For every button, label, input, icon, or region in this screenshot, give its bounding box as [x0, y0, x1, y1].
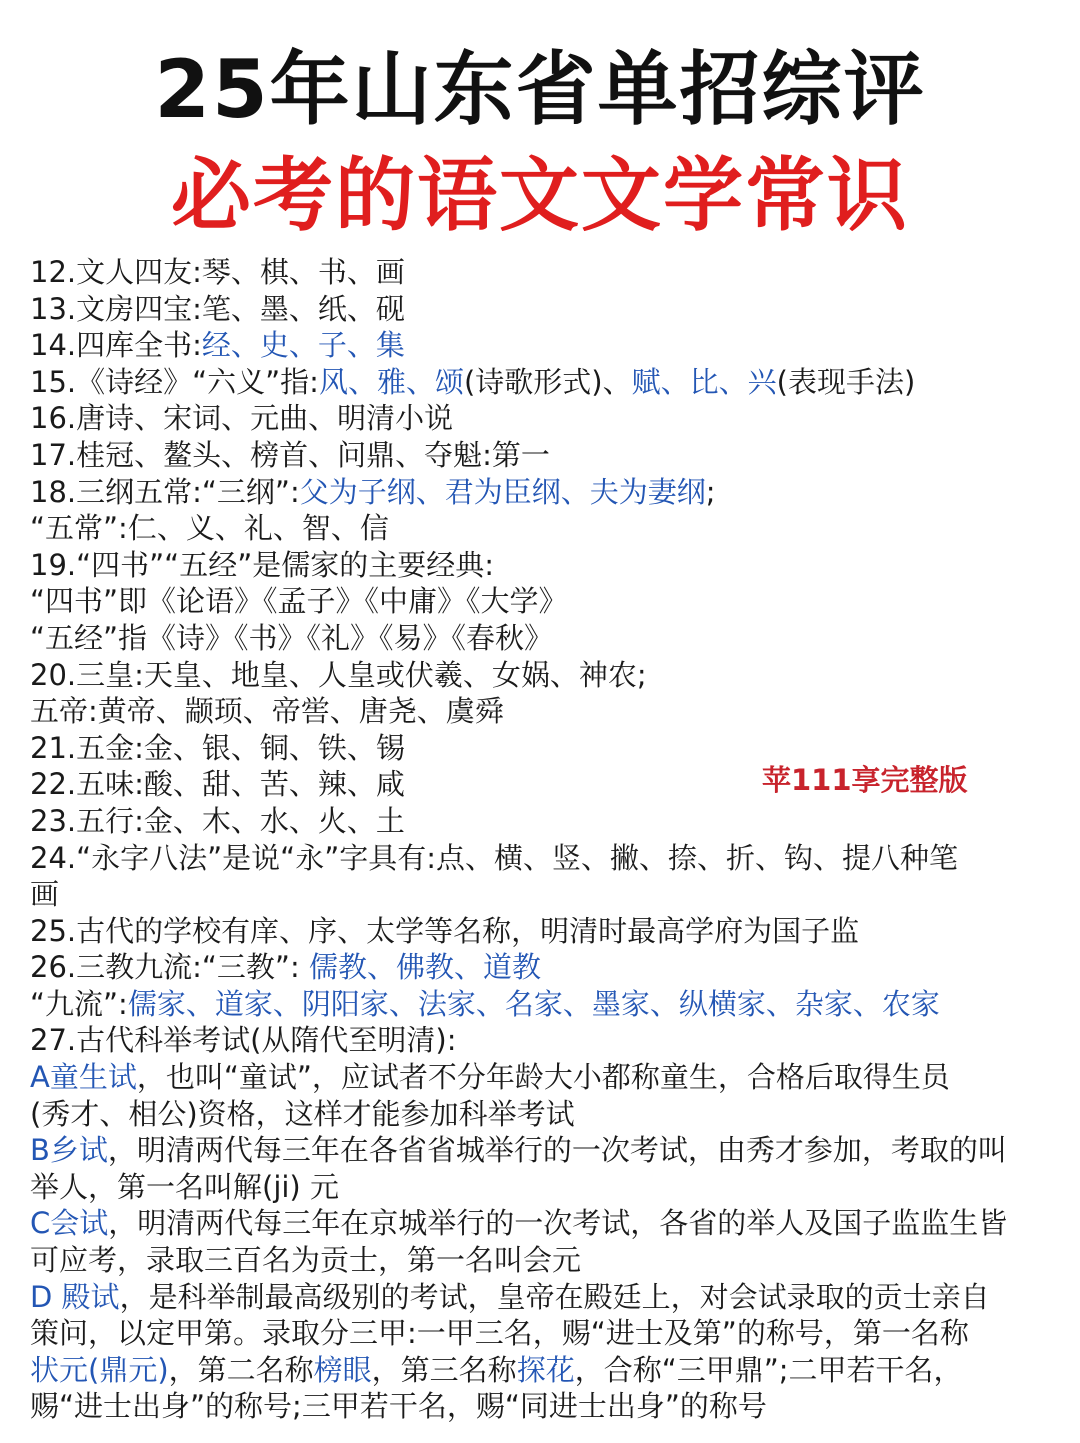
line-text: 16.唐诗、宋词、元曲、明清小说 — [30, 401, 454, 436]
line-text: ，明清两代每三年在各省省城举行的一次考试，由秀才参加，考取的叫 — [107, 1133, 1007, 1168]
highlighted-term: 经、史、子、集 — [201, 328, 405, 363]
line-text: 可应考，录取三百名为贡士，第一名叫会元 — [30, 1243, 582, 1278]
highlighted-term: A童生试 — [30, 1060, 137, 1095]
line-text: 画 — [30, 877, 60, 912]
line-text: ，明清两代每三年在京城举行的一次考试，各省的举人及国子监监生皆 — [108, 1206, 1008, 1241]
line-text: ，合称“三甲鼎”;二甲若干名， — [574, 1352, 963, 1387]
line-text: ，也叫“童试”，应试者不分年龄大小都称童生，合格后取得生员 — [136, 1060, 950, 1095]
highlighted-term: 儒教、佛教、道教 — [308, 950, 541, 985]
text-line — [30, 986, 1054, 1023]
line-text: 策问，以定甲第。录取分三甲:一甲三名，赐“进士及第”的称号，第一名称 — [30, 1316, 969, 1351]
text-line — [30, 840, 1054, 877]
line-text: 26.三教九流:“三教”: — [30, 950, 309, 985]
knowledge-list — [30, 254, 1054, 1425]
line-text: 27.古代科举考试(从隋代至明清): — [30, 1023, 457, 1058]
highlighted-term: D 殿试 — [30, 1279, 120, 1314]
line-text: “四书”即《论语》《孟子》《中庸》《大学》 — [30, 584, 568, 619]
text-line — [30, 693, 1054, 730]
text-line — [30, 254, 1054, 291]
page-subtitle: 必考的语文文学常识 — [171, 149, 909, 242]
text-line — [30, 1315, 1054, 1352]
text-line — [30, 437, 1054, 474]
line-text: 23.五行:金、木、水、火、土 — [30, 803, 405, 838]
text-line — [30, 1132, 1054, 1169]
text-line — [30, 1279, 1054, 1316]
text-line — [30, 583, 1054, 620]
line-text: 13.文房四宝:笔、墨、纸、砚 — [30, 291, 405, 326]
line-text: 12.文人四友:琴、棋、书、画 — [30, 255, 405, 289]
line-text: ; — [705, 474, 716, 509]
highlighted-term: C会试 — [30, 1206, 109, 1241]
text-line — [30, 510, 1054, 547]
watermark-text: 苹111享完整版 — [762, 763, 968, 797]
highlighted-term: 状元(鼎元) — [30, 1352, 169, 1387]
line-text: “五常”:仁、义、礼、智、信 — [30, 511, 389, 546]
text-line — [30, 1169, 1054, 1206]
line-text: 25.古代的学校有庠、序、太学等名称，明清时最高学府为国子监 — [30, 913, 860, 948]
highlighted-term: 儒家、道家、阴阳家、法家、名家、墨家、纵横家、杂家、农家 — [127, 986, 940, 1021]
text-line — [30, 547, 1054, 584]
text-line — [30, 400, 1054, 437]
line-text: 19.“四书”“五经”是儒家的主要经典: — [30, 547, 494, 582]
line-text: 21.五金:金、银、铜、铁、锡 — [30, 730, 405, 765]
line-text: 24.“永字八法”是说“永”字具有:点、横、竖、撇、捺、折、钩、提八种笔 — [30, 840, 958, 875]
line-text: 18.三纲五常:“三纲”: — [30, 474, 300, 509]
line-text: ，第二名称 — [168, 1352, 314, 1387]
text-line — [30, 876, 1054, 913]
line-text: 15.《诗经》“六义”指: — [30, 364, 319, 399]
text-line — [30, 1388, 1054, 1425]
line-text: ，是科举制最高级别的考试，皇帝在殿廷上，对会试录取的贡士亲自 — [119, 1279, 990, 1314]
text-line — [30, 1096, 1054, 1133]
text-line — [30, 474, 1054, 511]
line-text: “五经”指《诗》《书》《礼》《易》《春秋》 — [30, 620, 554, 655]
line-text: 17.桂冠、鳌头、榜首、问鼎、夺魁:第一 — [30, 437, 550, 472]
text-line — [30, 1352, 1054, 1389]
highlighted-term: 探花 — [516, 1352, 575, 1387]
highlighted-term: 风、雅、颂 — [318, 364, 464, 399]
text-line — [30, 1242, 1054, 1279]
line-text: 举人，第一名叫解(ji) 元 — [30, 1169, 339, 1204]
highlighted-term: 赋、比、兴 — [631, 364, 777, 399]
text-line — [30, 657, 1054, 694]
text-line — [30, 1022, 1054, 1059]
line-text: 20.三皇:天皇、地皇、人皇或伏羲、女娲、神农; — [30, 657, 647, 692]
text-line — [30, 327, 1054, 364]
text-line — [30, 620, 1054, 657]
line-text: 14.四库全书: — [30, 328, 202, 363]
text-line — [30, 364, 1054, 401]
line-text: “九流”: — [30, 986, 128, 1021]
text-line — [30, 913, 1054, 950]
text-line — [30, 803, 1054, 840]
text-line — [30, 949, 1054, 986]
line-text: 22.五味:酸、甜、苦、辣、咸 — [30, 767, 405, 802]
highlighted-term: 父为子纲、君为臣纲、夫为妻纲 — [299, 474, 706, 509]
highlighted-term: 榜眼 — [313, 1352, 372, 1387]
line-text: (诗歌形式)、 — [463, 364, 632, 399]
line-text: (表现手法) — [776, 364, 916, 399]
line-text: ，第三名称 — [371, 1352, 517, 1387]
text-line — [30, 1205, 1054, 1242]
line-text: 五帝:黄帝、颛顼、帝喾、唐尧、虞舜 — [30, 694, 504, 729]
page-title: 25年山东省单招综评 — [154, 43, 926, 136]
line-text: (秀才、相公)资格，这样才能参加科举考试 — [30, 1096, 575, 1131]
text-line — [30, 291, 1054, 328]
text-line — [30, 1059, 1054, 1096]
line-text: 赐“进士出身”的称号;三甲若干名，赐“同进士出身”的称号 — [30, 1389, 767, 1424]
highlighted-term: B乡试 — [30, 1133, 108, 1168]
